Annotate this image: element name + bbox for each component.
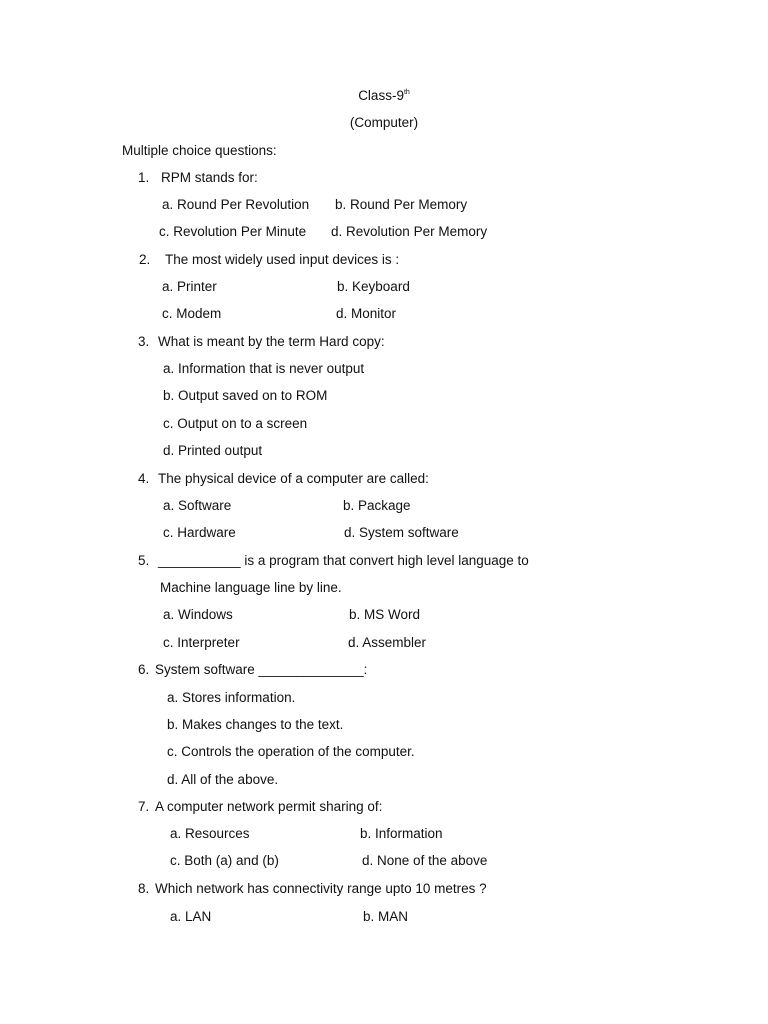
question-number: 7. — [138, 799, 150, 814]
option-c: c. Modem — [162, 306, 222, 321]
question-text: A computer network permit sharing of: — [155, 799, 383, 814]
option-d: d. Printed output — [163, 443, 263, 458]
option-b: b. Information — [360, 826, 443, 841]
option-c: c. Revolution Per Minute — [159, 224, 307, 239]
class-heading — [0, 88, 768, 104]
question-number: 2. — [139, 252, 151, 267]
option-a: a. Software — [163, 498, 232, 513]
option-c: c. Both (a) and (b) — [170, 853, 279, 868]
option-a: a. Round Per Revolution — [162, 197, 310, 212]
question-number: 5. — [138, 553, 150, 568]
question-number: 3. — [138, 334, 150, 349]
question-number: 6. — [138, 662, 150, 677]
option-b: b. Makes changes to the text. — [167, 717, 344, 732]
option-a: a. Information that is never output — [163, 361, 365, 376]
option-c: c. Output on to a screen — [163, 416, 308, 431]
question-text: What is meant by the term Hard copy: — [158, 334, 385, 349]
question-text: ___________ is a program that convert high level language to — [158, 553, 529, 568]
option-a: a. LAN — [170, 909, 212, 924]
question-number: 8. — [138, 881, 150, 896]
option-a: a. Stores information. — [167, 690, 296, 705]
option-d: d. Assembler — [348, 635, 427, 650]
option-d: d. System software — [344, 525, 459, 540]
option-a: a. Printer — [162, 279, 217, 294]
option-b: b. MAN — [363, 909, 409, 924]
question-text: System software ______________: — [155, 662, 368, 677]
option-b: b. Keyboard — [337, 279, 410, 294]
option-a: a. Windows — [163, 607, 233, 622]
question-number: 1. — [138, 170, 150, 185]
option-b: b. Package — [343, 498, 411, 513]
option-d: d. None of the above — [362, 853, 488, 868]
option-b: b. MS Word — [349, 607, 421, 622]
option-d: d. Revolution Per Memory — [331, 224, 488, 239]
option-c: c. Controls the operation of the computer. — [167, 744, 415, 759]
class-superscript: th — [403, 89, 410, 96]
option-b: b. Round Per Memory — [335, 197, 468, 212]
option-c: c. Hardware — [163, 525, 236, 540]
class-text: Class-9 — [358, 88, 404, 103]
section-title: Multiple choice questions: — [122, 143, 277, 158]
option-a: a. Resources — [170, 826, 250, 841]
option-c: c. Interpreter — [163, 635, 240, 650]
question-text: Which network has connectivity range upto 10 metres ? — [155, 881, 487, 896]
option-d: d. Monitor — [336, 306, 397, 321]
subject-heading: (Computer) — [349, 115, 419, 130]
question-number: 4. — [138, 471, 150, 486]
question-text-continued: Machine language line by line. — [160, 580, 342, 595]
option-d: d. All of the above. — [167, 772, 279, 787]
option-b: b. Output saved on to ROM — [163, 388, 328, 403]
question-text: The physical device of a computer are called: — [158, 471, 429, 486]
question-text: RPM stands for: — [161, 170, 258, 185]
question-text: The most widely used input devices is : — [165, 252, 400, 267]
